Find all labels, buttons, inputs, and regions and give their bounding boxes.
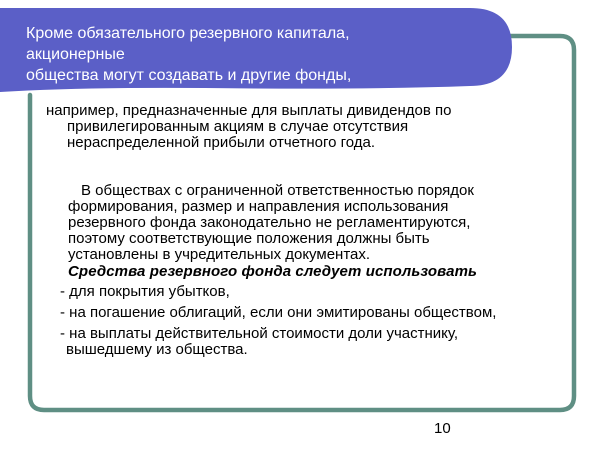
list-item-text: - на выплаты действительной стоимости доли участнику, [60, 325, 459, 342]
paragraph-llc-line-2: формирования, размер и направления использования [68, 198, 449, 215]
list-item [60, 326, 560, 358]
paragraph-dividends-line-3: нераспределенной прибыли отчетного года. [67, 134, 376, 151]
list-item [60, 284, 560, 300]
paragraph-llc-line-3: резервного фонда законодательно не регламентируются, [68, 214, 471, 231]
list-item-text: - на погашение облигаций, если они эмитированы обществом, [60, 304, 497, 321]
emphasis-heading: Средства резервного фонда следует использовать [68, 263, 478, 280]
paragraph-llc [68, 183, 538, 263]
paragraph-llc-line-4: поэтому соответствующие положения должны быть [68, 230, 430, 247]
paragraph-llc-line-5: установлены в учредительных документах. [68, 246, 371, 263]
list-item-text: - для покрытия убытков, [60, 283, 230, 300]
paragraph-dividends [46, 102, 552, 151]
page-number: 10 [434, 420, 451, 437]
slide-title-line-2: общества могут создавать и другие фонды, [26, 67, 352, 84]
paragraph-dividends-line-1: например, предназначенные для выплаты дивидендов по [46, 102, 452, 119]
uses-list [60, 284, 560, 363]
list-item-text-continued: вышедшему из общества. [66, 341, 248, 358]
list-item [60, 305, 560, 321]
paragraph-dividends-line-2: привилегированным акциям в случае отсутствия [67, 118, 409, 135]
slide-title-line-1: Кроме обязательного резервного капитала, акционерные [26, 25, 350, 63]
paragraph-llc-line-1: В обществах с ограниченной ответственностью порядок [81, 182, 474, 199]
